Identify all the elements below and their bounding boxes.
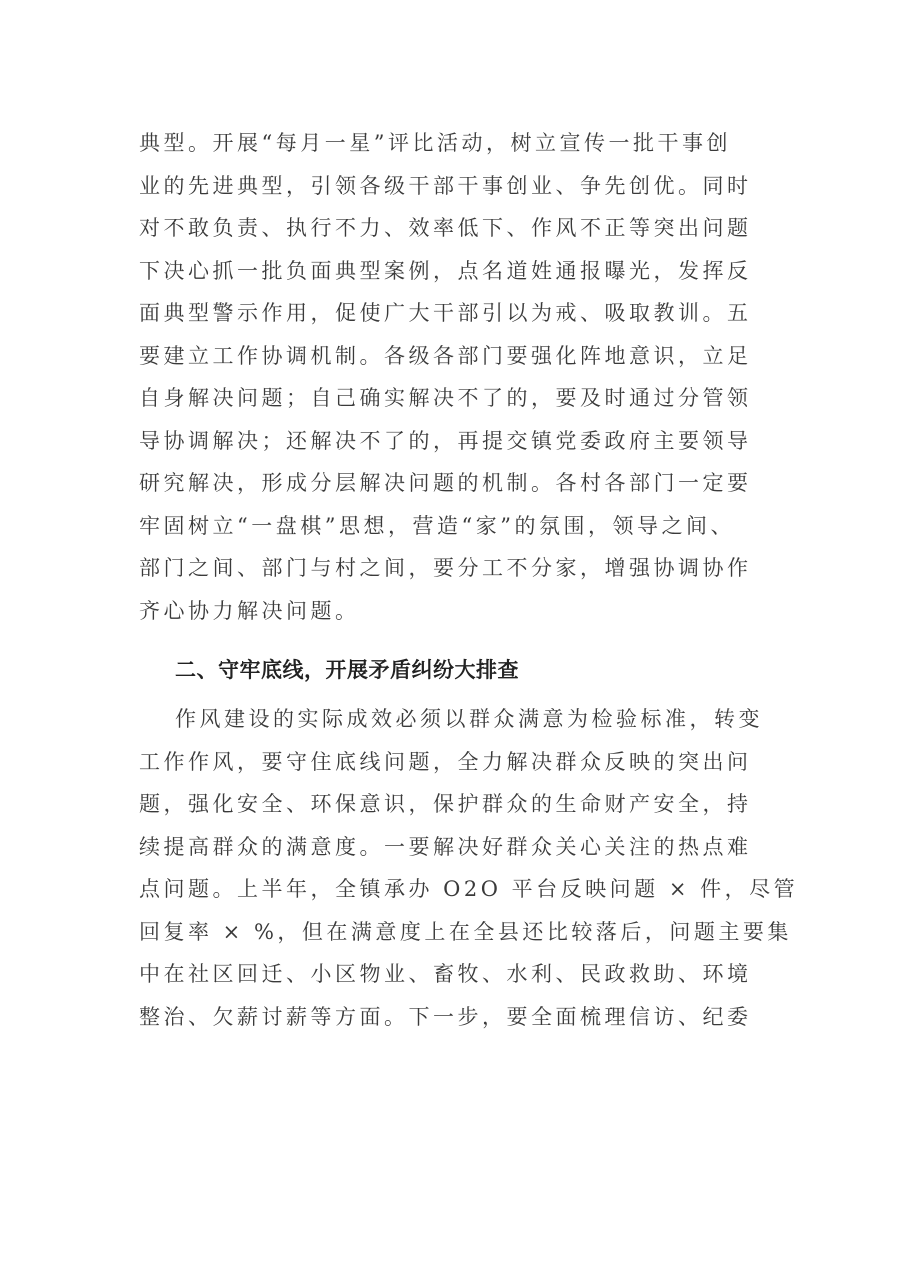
paragraph-line: 部门之间、部门与村之间，要分工不分家，增强协调协作 <box>139 556 752 580</box>
paragraph-line: 下决心抓一批负面典型案例，点名道姓通报曝光，发挥反 <box>139 258 752 283</box>
paragraph-line: 工作作风，要守住底线问题，全力解决群众反映的突出问 <box>139 749 752 774</box>
paragraph-line: 回复率 × %，但在满意度上在全县还比较落后，问题主要集 <box>139 919 792 944</box>
paragraph-line: 研究解决，形成分层解决问题的机制。各村各部门一定要 <box>139 471 752 495</box>
paragraph-line: 中在社区回迁、小区物业、畜牧、水利、民政救助、环境 <box>139 962 752 986</box>
paragraph-line: 业的先进典型，引领各级干部干事创业、争先创优。同时 <box>139 173 752 198</box>
document-body <box>139 122 799 1038</box>
paragraph-1 <box>139 122 789 632</box>
paragraph-line: 题，强化安全、环保意识，保护群众的生命财产安全，持 <box>139 792 752 816</box>
paragraph-line: 作风建设的实际成效必须以群众满意为检验标准，转变 <box>175 707 763 731</box>
section-heading: 二、守牢底线，开展矛盾纠纷大排查 <box>175 658 519 682</box>
paragraph-2 <box>139 698 799 1038</box>
paragraph-line: 典型。开展“每月一星”评比活动，树立宣传一批干事创 <box>139 131 731 155</box>
paragraph-line: 齐心协力解决问题。 <box>139 598 360 623</box>
paragraph-line: 点问题。上半年，全镇承办 O2O 平台反映问题 × 件，尽管 <box>139 877 799 901</box>
paragraph-line: 续提高群众的满意度。一要解决好群众关心关注的热点难 <box>139 834 752 859</box>
paragraph-line: 自身解决问题；自己确实解决不了的，要及时通过分管领 <box>139 386 752 410</box>
paragraph-line: 面典型警示作用，促使广大干部引以为戒、吸取教训。五 <box>139 301 752 325</box>
paragraph-line: 要建立工作协调机制。各级各部门要强化阵地意识，立足 <box>139 343 752 368</box>
paragraph-line: 导协调解决；还解决不了的，再提交镇党委政府主要领导 <box>139 428 752 453</box>
paragraph-line: 牢固树立“一盘棋”思想，营造“家”的氛围，领导之间、 <box>139 513 735 538</box>
paragraph-line: 对不敢负责、执行不力、效率低下、作风不正等突出问题 <box>139 216 752 240</box>
paragraph-line: 整治、欠薪讨薪等方面。下一步，要全面梳理信访、纪委 <box>139 1004 752 1029</box>
